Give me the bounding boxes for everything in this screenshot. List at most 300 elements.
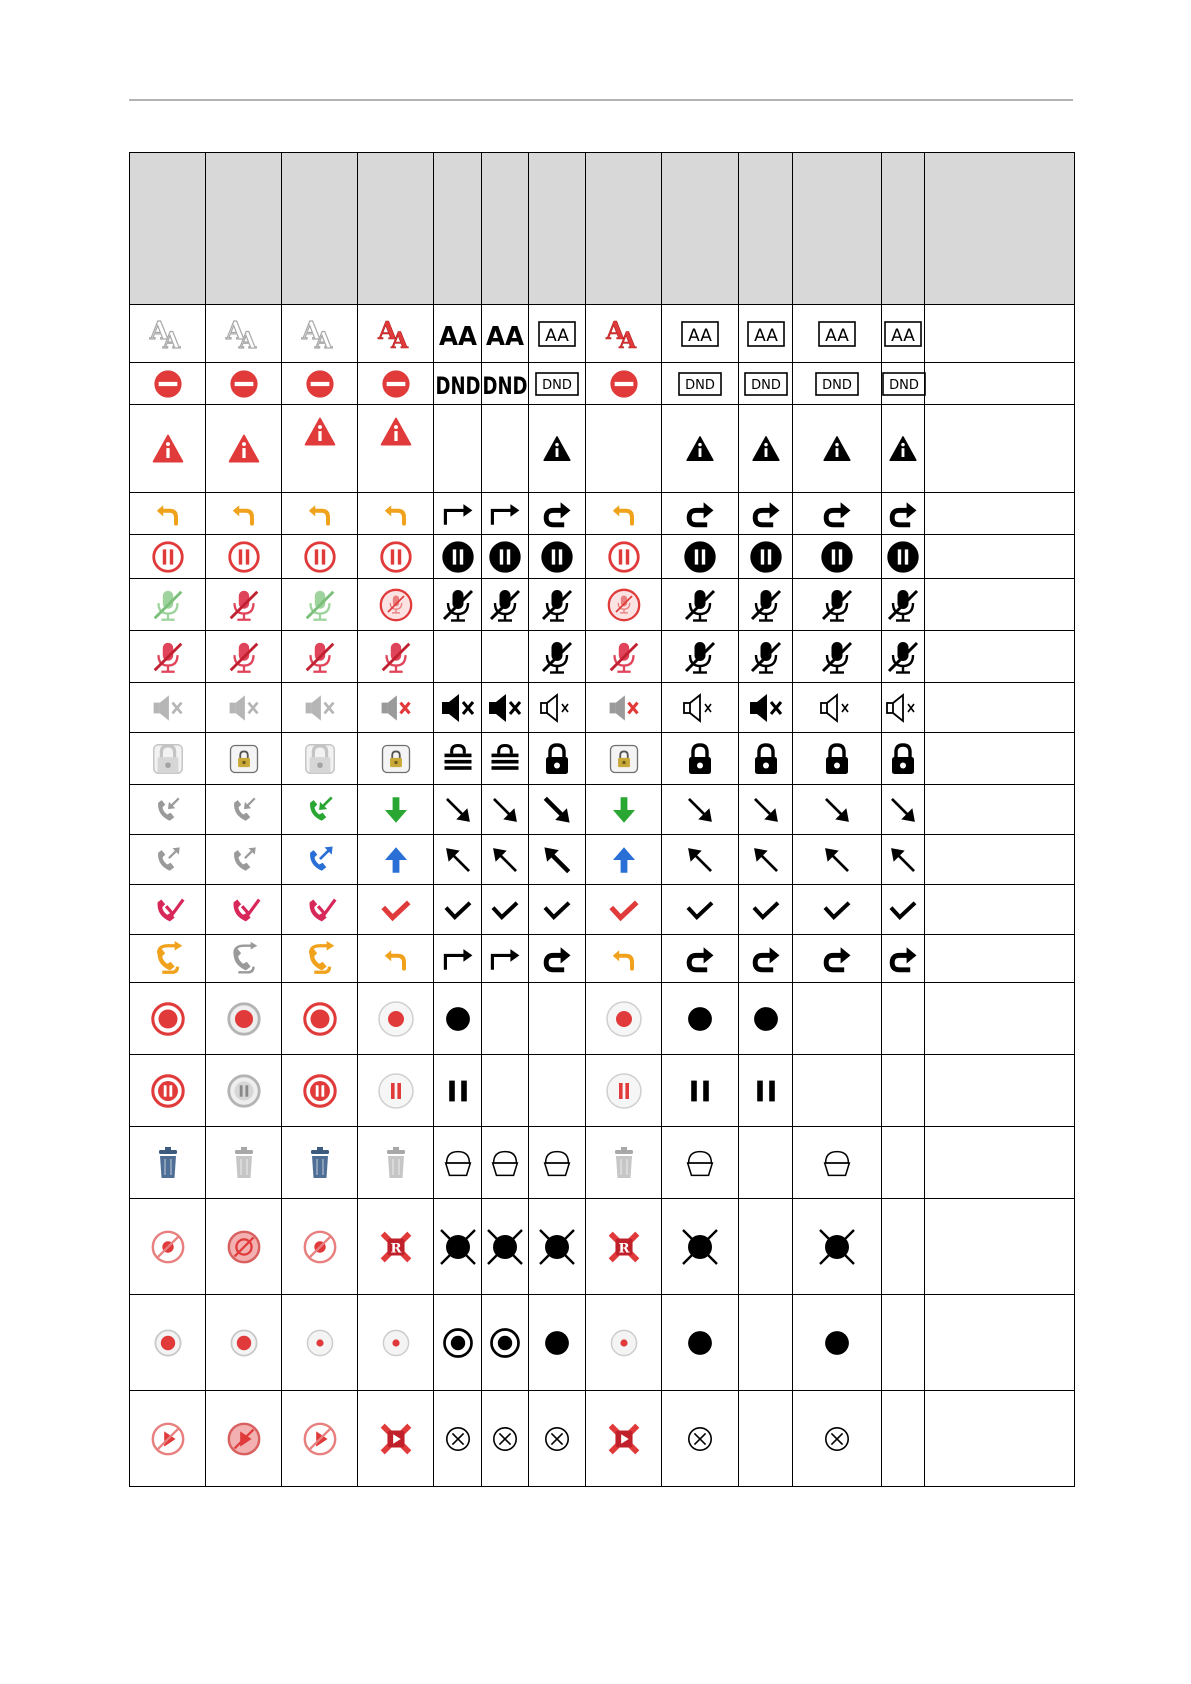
- table-cell: [739, 535, 793, 579]
- table-cell: [206, 733, 282, 785]
- xdot-icon: [434, 1227, 481, 1267]
- table-cell: [358, 733, 434, 785]
- mic-green-icon: [282, 586, 357, 624]
- table-cell: [206, 535, 282, 579]
- aa-box-icon: [739, 320, 792, 348]
- circx-icon: [529, 1423, 585, 1455]
- table-cell: [739, 885, 793, 935]
- table-cell: [358, 1055, 434, 1127]
- svg-text:AA: AA: [891, 325, 915, 346]
- back-orange-icon: [206, 498, 281, 530]
- table-cell: [482, 363, 529, 405]
- fwd-bold-icon: [882, 496, 924, 532]
- dot-icon: [662, 1326, 738, 1360]
- mic-red-icon: [206, 638, 281, 676]
- table-cell: [282, 305, 358, 363]
- pause-btn-icon: [358, 1071, 433, 1111]
- arr-down-icon: [882, 793, 924, 827]
- table-cell: [529, 535, 586, 579]
- out-blue-icon: [282, 842, 357, 878]
- table-cell: [882, 733, 925, 785]
- trash-outline-icon: [482, 1144, 528, 1182]
- back-orange-icon: [358, 943, 433, 975]
- lock-black-icon: [739, 739, 792, 779]
- table-cell: [662, 683, 739, 733]
- table-row: [130, 579, 1075, 631]
- trash-gray-icon: [358, 1143, 433, 1183]
- trash-outline-icon: [662, 1144, 738, 1182]
- table-cell: [206, 835, 282, 885]
- table-cell: [586, 363, 662, 405]
- table-cell: [358, 1295, 434, 1391]
- table-cell: [358, 1391, 434, 1487]
- table-cell: [793, 733, 882, 785]
- mic-black-icon: [739, 637, 792, 677]
- svg-text:AA: AA: [486, 321, 524, 352]
- lock-black-icon: [662, 739, 738, 779]
- table-row: [130, 363, 1075, 405]
- table-cell: [662, 785, 739, 835]
- table-cell: [739, 1199, 793, 1295]
- table-cell: [882, 885, 925, 935]
- mic-black-icon: [482, 585, 528, 625]
- lock-black-icon: [882, 739, 924, 779]
- table-cell: [882, 1199, 925, 1295]
- table-cell: [130, 493, 206, 535]
- table-cell: [739, 405, 793, 493]
- table-cell: [282, 733, 358, 785]
- table-cell: [130, 1199, 206, 1295]
- svg-text:DND: DND: [542, 377, 572, 393]
- rec-btn-icon: [358, 999, 433, 1039]
- header-cell: [482, 153, 529, 305]
- recsm-red-icon: [206, 1325, 281, 1361]
- table-cell: [358, 493, 434, 535]
- svg-text:A: A: [162, 327, 180, 354]
- table-cell: [586, 493, 662, 535]
- table-cell: [529, 1127, 586, 1199]
- table-row: [130, 885, 1075, 935]
- recsm-dot-icon: [586, 1325, 661, 1361]
- fwd-bold-icon: [882, 941, 924, 977]
- table-cell: [739, 683, 793, 733]
- table-cell: [882, 835, 925, 885]
- warn-black-icon: [662, 433, 738, 465]
- table-cell: [925, 305, 1075, 363]
- table-cell: [206, 305, 282, 363]
- dot-icon: [739, 1002, 792, 1036]
- trash-blue-icon: [130, 1143, 205, 1183]
- table-cell: [586, 1127, 662, 1199]
- table-cell: [739, 1127, 793, 1199]
- arr-up-icon: [739, 843, 792, 877]
- lock-gray-icon: [282, 740, 357, 778]
- table-cell: [882, 785, 925, 835]
- table-cell: [882, 683, 925, 733]
- table-cell: [662, 935, 739, 983]
- table-row: [130, 405, 1075, 493]
- header-cell: [130, 153, 206, 305]
- arr-up-icon: [882, 843, 924, 877]
- spk-bold-icon: [739, 688, 792, 728]
- table-cell: [482, 305, 529, 363]
- table-cell: [282, 579, 358, 631]
- table-cell: [586, 631, 662, 683]
- back-orange-icon: [586, 498, 661, 530]
- aa-box-icon: [882, 320, 924, 348]
- recsm-dot-icon: [282, 1325, 357, 1361]
- table-cell: [586, 785, 662, 835]
- table-cell: [282, 885, 358, 935]
- table-cell: [434, 1127, 482, 1199]
- arr-down-icon: [434, 793, 481, 827]
- table-cell: [925, 1055, 1075, 1127]
- table-cell: [662, 885, 739, 935]
- mic-black-icon: [793, 585, 881, 625]
- svg-text:AA: AA: [825, 325, 849, 346]
- spk-red-icon: [586, 690, 661, 726]
- table-cell: [434, 785, 482, 835]
- mic-red-icon: [130, 638, 205, 676]
- lock-bars-icon: [434, 741, 481, 777]
- table-cell: [586, 1055, 662, 1127]
- table-cell: [206, 785, 282, 835]
- table-cell: [206, 1391, 282, 1487]
- table-cell: [130, 983, 206, 1055]
- trash-gray-icon: [206, 1143, 281, 1183]
- table-cell: [434, 935, 482, 983]
- table-cell: [482, 1295, 529, 1391]
- xfer-orange-icon: [130, 940, 205, 978]
- svg-text:DND: DND: [889, 377, 919, 393]
- warn-black-icon: [882, 433, 924, 465]
- noplay-x-icon: [586, 1420, 661, 1458]
- hold-black-icon: [529, 538, 585, 576]
- aa-box-icon: [529, 320, 585, 348]
- table-cell: [282, 983, 358, 1055]
- table-cell: [662, 305, 739, 363]
- check-icon: [793, 894, 881, 926]
- table-cell: [662, 405, 739, 493]
- xdot-icon: [793, 1227, 881, 1267]
- table-cell: [482, 579, 529, 631]
- table-row: [130, 785, 1075, 835]
- table-cell: [434, 305, 482, 363]
- table-cell: [882, 579, 925, 631]
- table-cell: [206, 631, 282, 683]
- dot-icon: [434, 1002, 481, 1036]
- bars-icon: [434, 1075, 481, 1107]
- aa-box-icon: [662, 320, 738, 348]
- table-cell: [529, 683, 586, 733]
- svg-text:DND: DND: [482, 371, 528, 400]
- table-cell: [434, 1199, 482, 1295]
- back-orange-icon: [282, 498, 357, 530]
- table-cell: [358, 535, 434, 579]
- table-cell: [358, 1199, 434, 1295]
- spk-red-icon: [358, 690, 433, 726]
- out-gray-icon: [206, 842, 281, 878]
- hold-red-icon: [586, 538, 661, 576]
- noplay-red-icon: [130, 1420, 205, 1458]
- table-cell: [282, 683, 358, 733]
- fwd-bold-icon: [739, 941, 792, 977]
- aa-bold-icon: [482, 317, 528, 351]
- back-orange-icon: [358, 498, 433, 530]
- mic-black-icon: [434, 585, 481, 625]
- table-cell: [586, 733, 662, 785]
- table-row: [130, 535, 1075, 579]
- table-cell: [434, 885, 482, 935]
- svg-text:A: A: [605, 315, 625, 345]
- table-cell: [739, 1295, 793, 1391]
- table-cell: [793, 935, 882, 983]
- table-cell: [739, 579, 793, 631]
- arr-down-icon: [482, 793, 528, 827]
- table-cell: [206, 579, 282, 631]
- table-cell: [282, 1199, 358, 1295]
- aa-red-icon: [586, 314, 661, 354]
- warn-red-top-icon: [358, 412, 433, 486]
- table-cell: [282, 935, 358, 983]
- svg-text:A: A: [301, 315, 321, 345]
- arr-down-icon: [793, 793, 881, 827]
- bars-icon: [739, 1075, 792, 1107]
- table-cell: [529, 363, 586, 405]
- table-cell: [482, 1391, 529, 1487]
- table-cell: [793, 785, 882, 835]
- table-cell: [793, 983, 882, 1055]
- arr-up-icon: [482, 843, 528, 877]
- mic-black-icon: [529, 637, 585, 677]
- circx-icon: [434, 1423, 481, 1455]
- missed-green-icon: [282, 792, 357, 828]
- table-cell: [282, 1391, 358, 1487]
- table-cell: [882, 983, 925, 1055]
- table-cell: [662, 1199, 739, 1295]
- aa-gray-icon: [130, 314, 205, 354]
- check-icon: [482, 894, 528, 926]
- fwd-bold-icon: [529, 496, 585, 532]
- table-cell: [882, 1127, 925, 1199]
- table-cell: [925, 1295, 1075, 1391]
- header-cell: [925, 153, 1075, 305]
- mic-black-icon: [882, 585, 924, 625]
- svg-text:AA: AA: [753, 325, 778, 346]
- table-cell: [662, 1391, 739, 1487]
- mic-red-icon: [282, 638, 357, 676]
- fwd-bold-icon: [793, 941, 881, 977]
- dnd-red-icon: [206, 367, 281, 401]
- table-cell: [482, 631, 529, 683]
- fwd-bold-icon: [662, 496, 738, 532]
- table-row: [130, 631, 1075, 683]
- table-cell: [882, 363, 925, 405]
- table-cell: [482, 733, 529, 785]
- spk-outline-icon: [662, 688, 738, 728]
- table-cell: [358, 983, 434, 1055]
- noplay-red-icon: [282, 1420, 357, 1458]
- table-cell: [882, 305, 925, 363]
- table-cell: [482, 885, 529, 935]
- mic-circle-red-icon: [358, 586, 433, 624]
- norec-r-icon: [358, 1228, 433, 1266]
- header-row: [130, 153, 1075, 305]
- svg-text:DND: DND: [435, 371, 480, 400]
- icon-table: [129, 152, 1075, 1487]
- table-cell: [586, 305, 662, 363]
- circx-icon: [793, 1423, 881, 1455]
- table-row: [130, 835, 1075, 885]
- table-cell: [739, 1391, 793, 1487]
- dnd-box-icon: [793, 372, 881, 396]
- dnd-box-icon: [882, 372, 924, 396]
- warn-red-icon: [206, 431, 281, 467]
- mic-red-icon: [358, 638, 433, 676]
- norec-pink-icon: [206, 1228, 281, 1266]
- spk-outline-icon: [793, 688, 881, 728]
- table-cell: [130, 305, 206, 363]
- svg-text:A: A: [618, 327, 636, 354]
- table-cell: [925, 493, 1075, 535]
- svg-text:AA: AA: [545, 325, 569, 346]
- table-cell: [282, 785, 358, 835]
- table-cell: [662, 579, 739, 631]
- bars-icon: [662, 1075, 738, 1107]
- table-cell: [206, 1295, 282, 1391]
- hold-red-icon: [206, 538, 281, 576]
- down-green-icon: [586, 793, 661, 827]
- table-cell: [358, 579, 434, 631]
- table-cell: [206, 935, 282, 983]
- table-cell: [434, 983, 482, 1055]
- table-cell: [206, 983, 282, 1055]
- table-cell: [130, 935, 206, 983]
- arr-down-icon: [739, 793, 792, 827]
- table-cell: [434, 733, 482, 785]
- mic-black-icon: [662, 637, 738, 677]
- rec-gray-icon: [206, 1000, 281, 1038]
- svg-text:A: A: [390, 327, 408, 354]
- table-cell: [358, 785, 434, 835]
- mic-circle-red-icon: [586, 586, 661, 624]
- back-orange-icon: [586, 943, 661, 975]
- table-cell: [925, 631, 1075, 683]
- table-cell: [482, 835, 529, 885]
- table-cell: [529, 1295, 586, 1391]
- check-icon: [882, 894, 924, 926]
- table-cell: [793, 683, 882, 733]
- fwd-bold-icon: [529, 941, 585, 977]
- table-cell: [925, 885, 1075, 935]
- lock-black-icon: [529, 739, 585, 779]
- table-cell: [882, 405, 925, 493]
- trash-gray-icon: [586, 1143, 661, 1183]
- check-icon: [662, 894, 738, 926]
- spk-gray-icon: [282, 690, 357, 726]
- svg-text:R: R: [389, 1241, 402, 1257]
- table-cell: [529, 305, 586, 363]
- table-cell: [586, 835, 662, 885]
- table-row: [130, 1055, 1075, 1127]
- table-cell: [793, 1055, 882, 1127]
- table-cell: [529, 835, 586, 885]
- table-cell: [358, 305, 434, 363]
- table-cell: [793, 493, 882, 535]
- table-cell: [586, 405, 662, 493]
- table-cell: [482, 493, 529, 535]
- hold-red-icon: [358, 538, 433, 576]
- hold-black-icon: [793, 538, 881, 576]
- rej-red-icon: [130, 891, 205, 929]
- dnd-red-icon: [282, 367, 357, 401]
- dnd-red-icon: [358, 367, 433, 401]
- table-cell: [482, 935, 529, 983]
- hold-black-icon: [739, 538, 792, 576]
- table-cell: [529, 1199, 586, 1295]
- table-cell: [793, 631, 882, 683]
- table-cell: [925, 1199, 1075, 1295]
- table-cell: [529, 785, 586, 835]
- warn-black-icon: [739, 433, 792, 465]
- table-cell: [482, 1127, 529, 1199]
- svg-text:DND: DND: [685, 377, 715, 393]
- trash-outline-icon: [793, 1144, 881, 1182]
- xfer-orange-icon: [282, 940, 357, 978]
- warn-red-top-icon: [282, 412, 357, 486]
- lock-gold-icon: [206, 741, 281, 777]
- table-cell: [434, 1055, 482, 1127]
- table-cell: [925, 1127, 1075, 1199]
- table-cell: [793, 1127, 882, 1199]
- table-cell: [130, 405, 206, 493]
- table-cell: [434, 579, 482, 631]
- table-cell: [130, 1295, 206, 1391]
- table-cell: [358, 405, 434, 493]
- svg-text:AA: AA: [688, 325, 712, 346]
- trash-blue-icon: [282, 1143, 357, 1183]
- table-cell: [130, 785, 206, 835]
- lock-black-icon: [793, 739, 881, 779]
- table-cell: [282, 835, 358, 885]
- table-cell: [358, 935, 434, 983]
- table-cell: [793, 835, 882, 885]
- table-cell: [130, 683, 206, 733]
- table-cell: [925, 405, 1075, 493]
- table-cell: [882, 1055, 925, 1127]
- mic-green-icon: [130, 586, 205, 624]
- table-cell: [358, 631, 434, 683]
- dnd-box-icon: [739, 372, 792, 396]
- table-cell: [434, 631, 482, 683]
- check-icon: [529, 894, 585, 926]
- hold-black-icon: [662, 538, 738, 576]
- table-cell: [529, 405, 586, 493]
- noplay-x-icon: [358, 1420, 433, 1458]
- table-cell: [434, 835, 482, 885]
- out-gray-icon: [130, 842, 205, 878]
- table-cell: [586, 1295, 662, 1391]
- table-cell: [282, 1055, 358, 1127]
- lock-gold-icon: [358, 741, 433, 777]
- aa-gray-icon: [282, 314, 357, 354]
- norec-r-icon: [586, 1228, 661, 1266]
- rec-btn-icon: [586, 999, 661, 1039]
- check-red-icon: [586, 893, 661, 927]
- table-cell: [793, 1391, 882, 1487]
- table-cell: [282, 1295, 358, 1391]
- table-cell: [882, 631, 925, 683]
